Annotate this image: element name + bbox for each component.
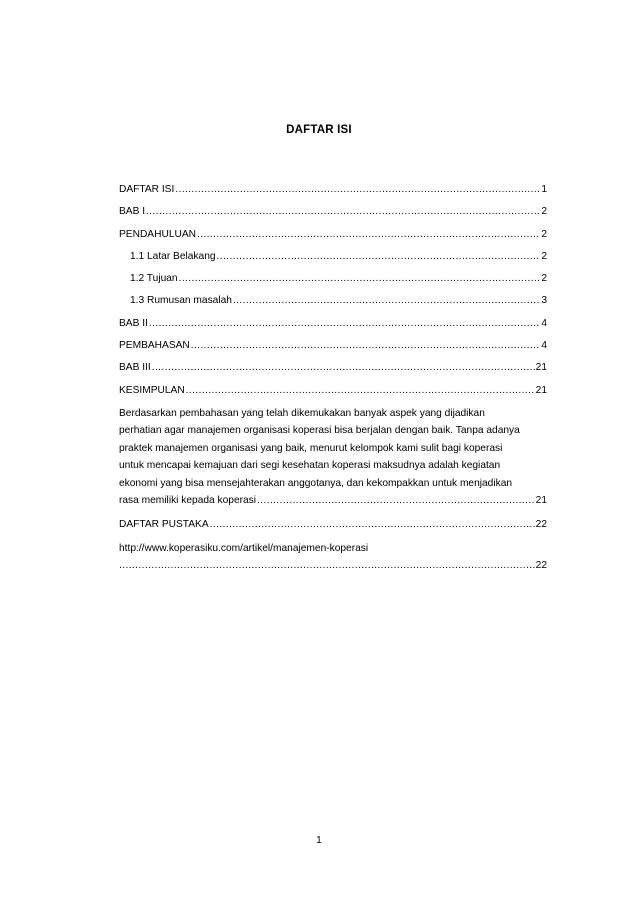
toc-entry-label: KESIMPULAN [119,384,185,396]
toc-leader-dots [217,249,541,264]
toc-leader-dots [210,517,535,532]
toc-entry-latar-belakang[interactable] [119,249,547,264]
toc-entry-tujuan[interactable] [119,271,547,286]
toc-entry-page: 2 [541,206,547,218]
toc-entry-kesimpulan[interactable] [119,383,547,398]
toc-entry-kesimpulan-paragraph[interactable] [119,405,547,510]
toc-entry-page: 2 [541,228,547,240]
page-number: 1 [316,835,322,846]
toc-entry-label: rasa memiliki kepada koperasi [119,495,257,507]
toc-leader-dots [175,182,540,197]
toc-entry-page: 22 [535,519,547,531]
toc-entry-label: 1.1 Latar Belakang [130,250,216,262]
toc-entry-pembahasan[interactable] [119,338,547,353]
toc-leader-dots [197,227,540,242]
toc-leader-dots [146,204,540,219]
toc-paragraph-line: ekonomi yang bisa mensejahterakan anggotanya, dan kekompakkan untuk menjadikan [119,477,513,489]
toc-entry-page: 1 [541,184,547,195]
toc-paragraph-line: perhatian agar manajemen organisasi koperasi bisa berjalan dengan baik. Tanpa adanya [119,425,520,437]
toc-leader-dots [119,557,535,575]
toc-leader-dots [152,360,535,375]
toc-entry-bab-1[interactable] [119,204,547,219]
toc-entry-label: BAB II [119,317,148,329]
toc-entry-page: 4 [541,340,547,352]
toc-entry-page: 3 [541,295,547,307]
toc-leader-dots [233,293,540,308]
toc-entry-page: 2 [541,273,547,285]
toc-entry-pendahuluan[interactable] [119,227,547,242]
toc-entry-daftar-isi[interactable] [119,182,547,197]
toc-paragraph-line: Berdasarkan pembahasan yang telah dikemukakan banyak aspek yang dijadikan [119,407,485,419]
toc-entry-page: 21 [535,384,547,396]
toc-entry-page: 22 [535,560,547,572]
toc-url-line: http://www.koperasiku.com/artikel/manajemen-koperasi [119,542,369,554]
toc-entry-label: DAFTAR ISI [119,184,175,195]
toc-entry-page: 2 [541,250,547,262]
toc-paragraph-line: praktek manajemen organisasi yang baik, menurut kelompok kami sulit bagi koperasi [119,442,503,454]
toc-entry-bab-3[interactable] [119,360,547,375]
toc-leader-dots [186,383,535,398]
toc-entry-reference-url[interactable] [119,540,547,575]
toc-entry-label: PEMBAHASAN [119,340,190,352]
page-title: DAFTAR ISI [286,124,352,136]
toc-entry-page: 21 [535,495,547,507]
toc-entry-page: 4 [541,317,547,329]
toc-entry-bab-2[interactable] [119,316,547,331]
toc-leader-dots [257,492,535,510]
table-of-contents [119,182,547,582]
toc-entry-label: BAB III [119,362,151,374]
toc-entry-rumusan-masalah[interactable] [119,293,547,308]
toc-leader-dots [191,338,541,353]
toc-leader-dots [179,271,541,286]
toc-entry-daftar-pustaka[interactable] [119,517,547,532]
toc-entry-label: PENDAHULUAN [119,228,196,240]
toc-entry-label: DAFTAR PUSTAKA [119,519,209,531]
toc-entry-label: 1.2 Tujuan [130,273,178,285]
toc-paragraph-last-line [119,492,547,510]
toc-entry-label: 1.3 Rumusan masalah [130,295,232,307]
toc-url-last-line [119,557,547,575]
toc-entry-label: BAB I [119,206,146,218]
toc-leader-dots [149,316,540,331]
toc-paragraph-line: untuk mencapai kemajuan dari segi kesehatan koperasi maksudnya adalah kegiatan [119,460,501,472]
toc-entry-page: 21 [535,362,547,374]
